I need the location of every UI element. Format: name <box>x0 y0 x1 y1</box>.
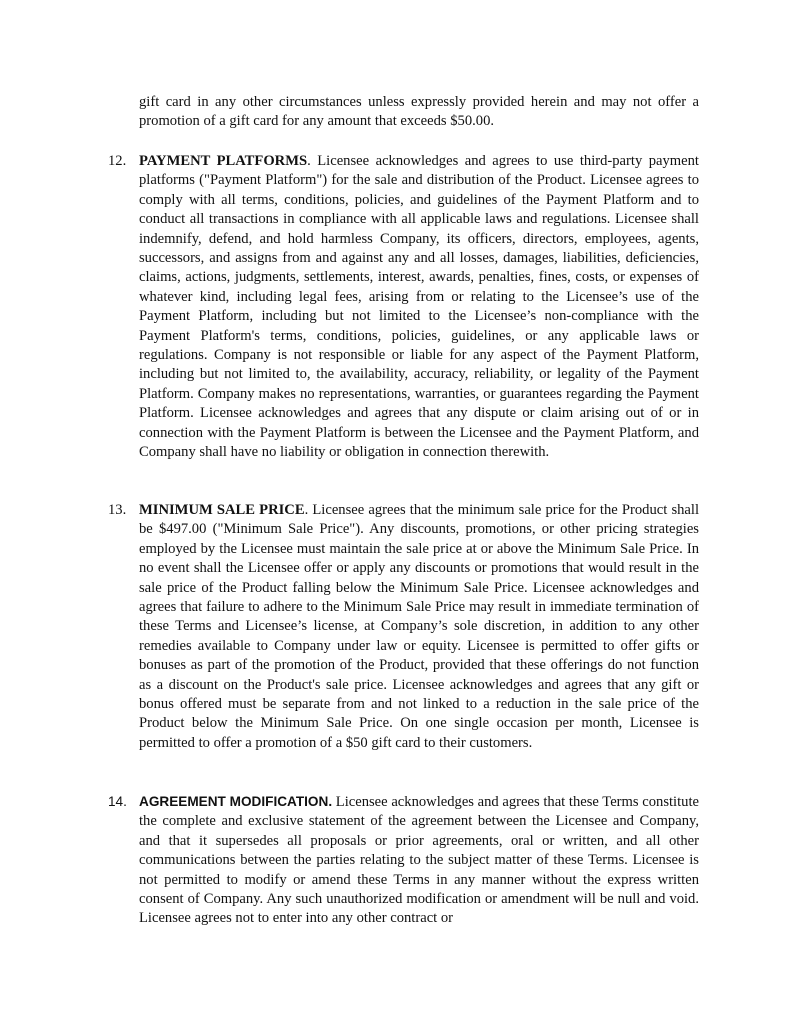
clause-text: Licensee acknowledges and agrees that these Terms constitute the complete and exclusive statement of the agreement between the Licensee and Company, and that it supersedes all proposals or prior agreements, oral or written, and all other communications between the parties relating to the subject matter of these Terms. Licensee is not permitted to modify or amend these Terms in any manner without the express written consent of Company. Any such unauthorized modification or amendment will be null and void. Licensee agrees not to enter into any other contract or <box>139 794 699 927</box>
clause-number: 13. <box>108 502 127 518</box>
clause-number: 12. <box>108 153 127 169</box>
clause-heading: PAYMENT PLATFORMS <box>139 153 308 169</box>
clause-text: Licensee agrees that the minimum sale price for the Product shall be $497.00 ("Minimum Sale Price"). Any discounts, promotions, or other pricing strategies employed by the Licensee must maintain the sale price at or above the Minimum Sale Price. In no event shall the Licensee offer or apply any discounts or promotions that would result in the sale price of the Product falling below the Minimum Sale Price. Licensee acknowledges and agrees that failure to adhere to the Minimum Sale Price may result in immediate termination of these Terms and Licensee’s license, at Company’s sole discretion, in addition to any other remedies available to Company under law or equity. Licensee is permitted to offer gifts or bonuses as part of the promotion of the Product, provided that these offerings do not function as a discount on the Product's sale price. Licensee acknowledges and agrees that any gift or bonus offered must be separate from and not linked to a reduction in the sale price of the Product below the Minimum Sale Price. On one single occasion per month, Licensee is permitted to offer a promotion of a $50 gift card to their customers. <box>139 502 700 751</box>
clause-heading: AGREEMENT MODIFICATION. <box>139 794 333 809</box>
clause-14-agreement-modification <box>108 792 699 929</box>
clause-number: 14. <box>108 794 127 809</box>
clause-heading: MINIMUM SALE PRICE <box>139 502 305 518</box>
clause-body <box>139 501 699 753</box>
clause-body <box>139 792 699 929</box>
clause-body <box>139 152 699 463</box>
clause-heading-suffix: . <box>304 502 309 518</box>
clause-heading-suffix: . <box>307 153 311 169</box>
clause-13-minimum-sale-price <box>108 501 699 753</box>
clause-text: Licensee acknowledges and agrees to use third-party payment platforms ("Payment Platform") for the sale and distribution of the Product. Licensee agrees to comply with all terms, conditions, policies, and guidelines of the Payment Platform and to conduct all transactions in compliance with all applicable laws and regulations. Licensee shall indemnify, defend, and hold harmless Company, its officers, directors, employees, agents, successors, and assigns from and against any and all losses, damages, liabilities, deficiencies, claims, actions, judgments, settlements, interest, awards, penalties, fines, costs, or expenses of whatever kind, including legal fees, arising from or relating to the Licensee’s use of the Payment Platform, including but not limited to the Licensee’s non-compliance with the Payment Platform's terms, conditions, policies, guidelines, or any applicable laws or regulations. Company is not responsible or liable for any aspect of the Payment Platform, including but not limited to, the availability, accuracy, reliability, or legality of the Payment Platform. Company makes no representations, warranties, or guarantees regarding the Payment Platform. Licensee acknowledges and agrees that any dispute or claim arising out of or in connection with the Payment Platform is between the Licensee and the Payment Platform, and Company shall have no liability or obligation in connection therewith. <box>139 153 699 461</box>
continued-paragraph: gift card in any other circumstances unless expressly provided herein and may not offer a promotion of a gift card for any amount that exceeds $50.00. <box>139 94 699 130</box>
clause-12-payment-platforms <box>108 152 699 463</box>
